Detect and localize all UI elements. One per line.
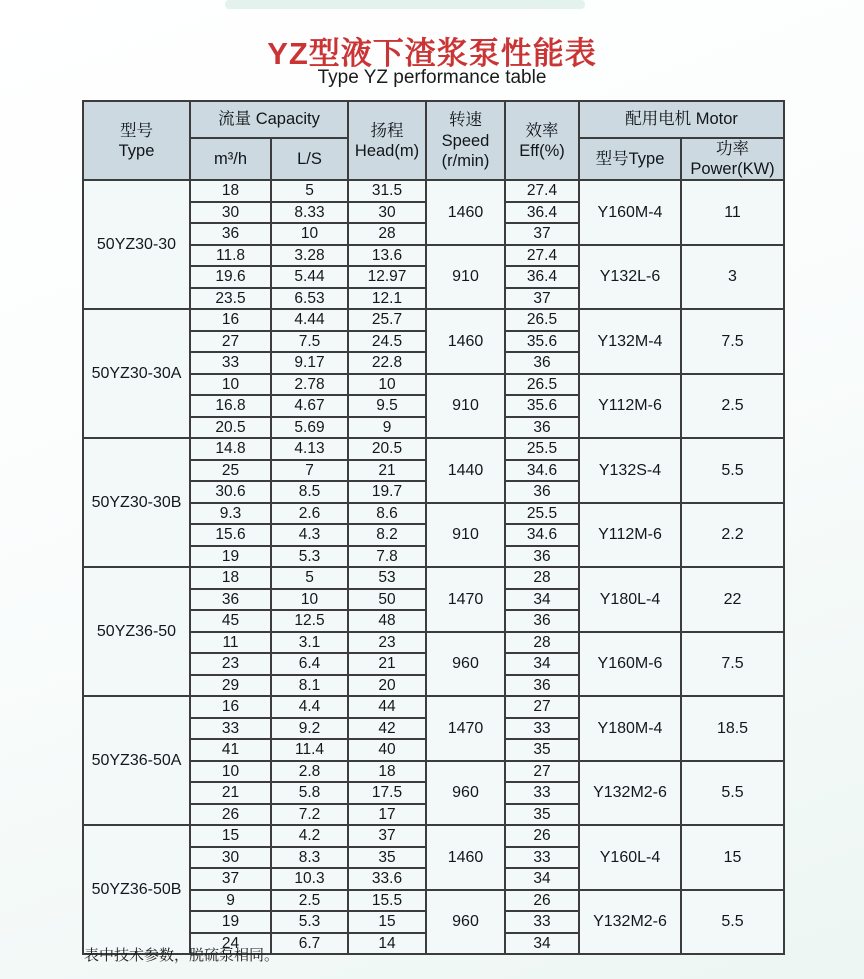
flow-cell: 19.6 — [190, 266, 271, 288]
head-cell: 9.5 — [348, 395, 426, 417]
eff-cell: 37 — [505, 288, 579, 310]
motor-cell: Y160L-4 — [579, 825, 681, 890]
eff-cell: 26 — [505, 825, 579, 847]
head-cell: 19.7 — [348, 481, 426, 503]
eff-cell: 36 — [505, 417, 579, 439]
eff-cell: 33 — [505, 718, 579, 740]
ls-cell: 5 — [271, 180, 348, 202]
col-header-ls-unit: L/S — [271, 138, 348, 180]
eff-cell: 36.4 — [505, 202, 579, 224]
speed-cell: 1460 — [426, 180, 505, 245]
model-cell: 50YZ36-50B — [83, 825, 190, 954]
col-header-eff-en: Eff(%) — [519, 141, 565, 160]
power-cell: 5.5 — [681, 890, 784, 955]
eff-cell: 34 — [505, 933, 579, 955]
col-header-eff-zh: 效率 — [525, 121, 559, 140]
ls-cell: 10 — [271, 589, 348, 611]
flow-cell: 25 — [190, 460, 271, 482]
table-row — [83, 438, 784, 460]
flow-cell: 16 — [190, 309, 271, 331]
head-cell: 20.5 — [348, 438, 426, 460]
ls-cell: 3.28 — [271, 245, 348, 267]
head-cell: 30 — [348, 202, 426, 224]
ls-cell: 10.3 — [271, 868, 348, 890]
table-row — [83, 825, 784, 847]
flow-cell: 30 — [190, 847, 271, 869]
eff-cell: 34.6 — [505, 524, 579, 546]
head-cell: 12.1 — [348, 288, 426, 310]
col-header-motor: 配用电机 Motor — [579, 101, 784, 138]
power-cell: 2.5 — [681, 374, 784, 439]
motor-cell: Y180L-4 — [579, 567, 681, 632]
power-cell: 5.5 — [681, 761, 784, 826]
speed-cell: 910 — [426, 503, 505, 568]
head-cell: 53 — [348, 567, 426, 589]
eff-cell: 36 — [505, 610, 579, 632]
eff-cell: 26.5 — [505, 309, 579, 331]
model-cell: 50YZ36-50 — [83, 567, 190, 696]
col-header-head-zh: 扬程 — [370, 121, 404, 140]
flow-cell: 41 — [190, 739, 271, 761]
ls-cell: 2.8 — [271, 761, 348, 783]
head-cell: 10 — [348, 374, 426, 396]
flow-cell: 10 — [190, 761, 271, 783]
model-cell: 50YZ30-30B — [83, 438, 190, 567]
head-cell: 15 — [348, 911, 426, 933]
ls-cell: 5.8 — [271, 782, 348, 804]
flow-cell: 23.5 — [190, 288, 271, 310]
head-cell: 50 — [348, 589, 426, 611]
col-header-type-en: Type — [118, 141, 155, 160]
speed-cell: 1460 — [426, 825, 505, 890]
ls-cell: 5.44 — [271, 266, 348, 288]
ls-cell: 4.13 — [271, 438, 348, 460]
ls-cell: 5.3 — [271, 911, 348, 933]
eff-cell: 36 — [505, 481, 579, 503]
power-cell: 18.5 — [681, 696, 784, 761]
flow-cell: 14.8 — [190, 438, 271, 460]
speed-cell: 1470 — [426, 567, 505, 632]
ls-cell: 3.1 — [271, 632, 348, 654]
head-cell: 18 — [348, 761, 426, 783]
head-cell: 13.6 — [348, 245, 426, 267]
col-header-head-en: Head(m) — [354, 141, 420, 160]
eff-cell: 26 — [505, 890, 579, 912]
performance-table — [82, 100, 785, 955]
ls-cell: 4.67 — [271, 395, 348, 417]
motor-cell: Y132M2-6 — [579, 761, 681, 826]
flow-cell: 30.6 — [190, 481, 271, 503]
model-cell: 50YZ30-30 — [83, 180, 190, 309]
head-cell: 37 — [348, 825, 426, 847]
col-header-capacity: 流量 Capacity — [190, 101, 348, 138]
eff-cell: 28 — [505, 567, 579, 589]
ls-cell: 8.3 — [271, 847, 348, 869]
motor-cell: Y132S-4 — [579, 438, 681, 503]
motor-cell: Y132M2-6 — [579, 890, 681, 955]
head-cell: 15.5 — [348, 890, 426, 912]
flow-cell: 36 — [190, 223, 271, 245]
header-row-1 — [83, 101, 784, 138]
eff-cell: 34 — [505, 868, 579, 890]
speed-cell: 1470 — [426, 696, 505, 761]
speed-cell: 960 — [426, 890, 505, 955]
ls-cell: 4.3 — [271, 524, 348, 546]
flow-cell: 21 — [190, 782, 271, 804]
table-row — [83, 567, 784, 589]
flow-cell: 9.3 — [190, 503, 271, 525]
flow-cell: 9 — [190, 890, 271, 912]
speed-cell: 910 — [426, 374, 505, 439]
eff-cell: 34 — [505, 653, 579, 675]
table-row — [83, 180, 784, 202]
flow-cell: 33 — [190, 352, 271, 374]
speed-cell: 960 — [426, 761, 505, 826]
col-header-type — [83, 101, 190, 180]
flow-cell: 45 — [190, 610, 271, 632]
motor-cell: Y180M-4 — [579, 696, 681, 761]
flow-cell: 10 — [190, 374, 271, 396]
flow-cell: 20.5 — [190, 417, 271, 439]
motor-cell: Y160M-4 — [579, 180, 681, 245]
ls-cell: 8.1 — [271, 675, 348, 697]
flow-cell: 19 — [190, 546, 271, 568]
flow-cell: 37 — [190, 868, 271, 890]
footnote: 表中技术参数，脱硫泵相同。 — [84, 947, 280, 964]
table-header — [83, 101, 784, 180]
eff-cell: 26.5 — [505, 374, 579, 396]
head-cell: 44 — [348, 696, 426, 718]
ls-cell: 2.6 — [271, 503, 348, 525]
eff-cell: 28 — [505, 632, 579, 654]
power-cell: 22 — [681, 567, 784, 632]
motor-cell: Y132M-4 — [579, 309, 681, 374]
flow-cell: 16 — [190, 696, 271, 718]
page-subtitle: Type YZ performance table — [317, 67, 547, 88]
flow-cell: 26 — [190, 804, 271, 826]
head-cell: 8.2 — [348, 524, 426, 546]
ls-cell: 6.53 — [271, 288, 348, 310]
power-cell: 3 — [681, 245, 784, 310]
col-header-motor-type: 型号Type — [579, 138, 681, 180]
model-cell: 50YZ36-50A — [83, 696, 190, 825]
ls-cell: 12.5 — [271, 610, 348, 632]
flow-cell: 24 — [190, 933, 271, 955]
ls-cell: 9.17 — [271, 352, 348, 374]
flow-cell: 15 — [190, 825, 271, 847]
eff-cell: 27 — [505, 761, 579, 783]
head-cell: 48 — [348, 610, 426, 632]
eff-cell: 34 — [505, 589, 579, 611]
head-cell: 23 — [348, 632, 426, 654]
motor-cell: Y112M-6 — [579, 503, 681, 568]
head-cell: 42 — [348, 718, 426, 740]
eff-cell: 36 — [505, 546, 579, 568]
eff-cell: 27.4 — [505, 245, 579, 267]
speed-cell: 960 — [426, 632, 505, 697]
speed-cell: 1440 — [426, 438, 505, 503]
flow-cell: 29 — [190, 675, 271, 697]
col-header-head — [348, 101, 426, 180]
power-cell: 15 — [681, 825, 784, 890]
head-cell: 17 — [348, 804, 426, 826]
flow-cell: 18 — [190, 180, 271, 202]
ls-cell: 7 — [271, 460, 348, 482]
head-cell: 14 — [348, 933, 426, 955]
flow-cell: 18 — [190, 567, 271, 589]
motor-cell: Y112M-6 — [579, 374, 681, 439]
flow-cell: 11.8 — [190, 245, 271, 267]
power-cell: 7.5 — [681, 309, 784, 374]
col-header-flow-unit: m³/h — [190, 138, 271, 180]
ls-cell: 9.2 — [271, 718, 348, 740]
head-cell: 12.97 — [348, 266, 426, 288]
head-cell: 21 — [348, 653, 426, 675]
performance-table-body — [83, 180, 784, 954]
eff-cell: 33 — [505, 911, 579, 933]
page-title: YZ型液下渣浆泵性能表 — [267, 36, 597, 71]
ls-cell: 2.5 — [271, 890, 348, 912]
head-cell: 31.5 — [348, 180, 426, 202]
ls-cell: 11.4 — [271, 739, 348, 761]
ls-cell: 5.69 — [271, 417, 348, 439]
eff-cell: 35 — [505, 804, 579, 826]
eff-cell: 35.6 — [505, 331, 579, 353]
head-cell: 28 — [348, 223, 426, 245]
eff-cell: 36 — [505, 675, 579, 697]
head-cell: 35 — [348, 847, 426, 869]
eff-cell: 34.6 — [505, 460, 579, 482]
flow-cell: 33 — [190, 718, 271, 740]
ls-cell: 4.2 — [271, 825, 348, 847]
head-cell: 8.6 — [348, 503, 426, 525]
flow-cell: 30 — [190, 202, 271, 224]
head-cell: 17.5 — [348, 782, 426, 804]
photo-tint-artifact — [225, 0, 585, 9]
col-header-type-zh: 型号 — [120, 121, 153, 140]
col-header-speed-unit: (r/min) — [441, 151, 490, 170]
col-header-speed-en: Speed — [441, 131, 490, 150]
flow-cell: 36 — [190, 589, 271, 611]
ls-cell: 6.7 — [271, 933, 348, 955]
head-cell: 21 — [348, 460, 426, 482]
power-cell: 11 — [681, 180, 784, 245]
flow-cell: 11 — [190, 632, 271, 654]
col-header-motor-power: 功率Power(KW) — [681, 138, 784, 180]
flow-cell: 27 — [190, 331, 271, 353]
eff-cell: 36.4 — [505, 266, 579, 288]
ls-cell: 7.2 — [271, 804, 348, 826]
eff-cell: 33 — [505, 847, 579, 869]
eff-cell: 25.5 — [505, 503, 579, 525]
eff-cell: 27 — [505, 696, 579, 718]
ls-cell: 7.5 — [271, 331, 348, 353]
eff-cell: 27.4 — [505, 180, 579, 202]
flow-cell: 19 — [190, 911, 271, 933]
eff-cell: 37 — [505, 223, 579, 245]
head-cell: 9 — [348, 417, 426, 439]
col-header-eff — [505, 101, 579, 180]
eff-cell: 35 — [505, 739, 579, 761]
head-cell: 24.5 — [348, 331, 426, 353]
model-cell: 50YZ30-30A — [83, 309, 190, 438]
power-cell: 2.2 — [681, 503, 784, 568]
head-cell: 40 — [348, 739, 426, 761]
eff-cell: 33 — [505, 782, 579, 804]
head-cell: 20 — [348, 675, 426, 697]
head-cell: 33.6 — [348, 868, 426, 890]
table-row — [83, 309, 784, 331]
ls-cell: 8.33 — [271, 202, 348, 224]
table-row — [83, 696, 784, 718]
eff-cell: 25.5 — [505, 438, 579, 460]
power-cell: 5.5 — [681, 438, 784, 503]
eff-cell: 36 — [505, 352, 579, 374]
ls-cell: 8.5 — [271, 481, 348, 503]
flow-cell: 16.8 — [190, 395, 271, 417]
motor-cell: Y160M-6 — [579, 632, 681, 697]
eff-cell: 35.6 — [505, 395, 579, 417]
ls-cell: 2.78 — [271, 374, 348, 396]
ls-cell: 10 — [271, 223, 348, 245]
motor-cell: Y132L-6 — [579, 245, 681, 310]
speed-cell: 910 — [426, 245, 505, 310]
head-cell: 25.7 — [348, 309, 426, 331]
flow-cell: 23 — [190, 653, 271, 675]
col-header-speed-zh: 转速 — [449, 111, 482, 130]
flow-cell: 15.6 — [190, 524, 271, 546]
ls-cell: 6.4 — [271, 653, 348, 675]
speed-cell: 1460 — [426, 309, 505, 374]
ls-cell: 4.4 — [271, 696, 348, 718]
head-cell: 7.8 — [348, 546, 426, 568]
col-header-speed — [426, 101, 505, 180]
ls-cell: 4.44 — [271, 309, 348, 331]
ls-cell: 5.3 — [271, 546, 348, 568]
power-cell: 7.5 — [681, 632, 784, 697]
head-cell: 22.8 — [348, 352, 426, 374]
ls-cell: 5 — [271, 567, 348, 589]
